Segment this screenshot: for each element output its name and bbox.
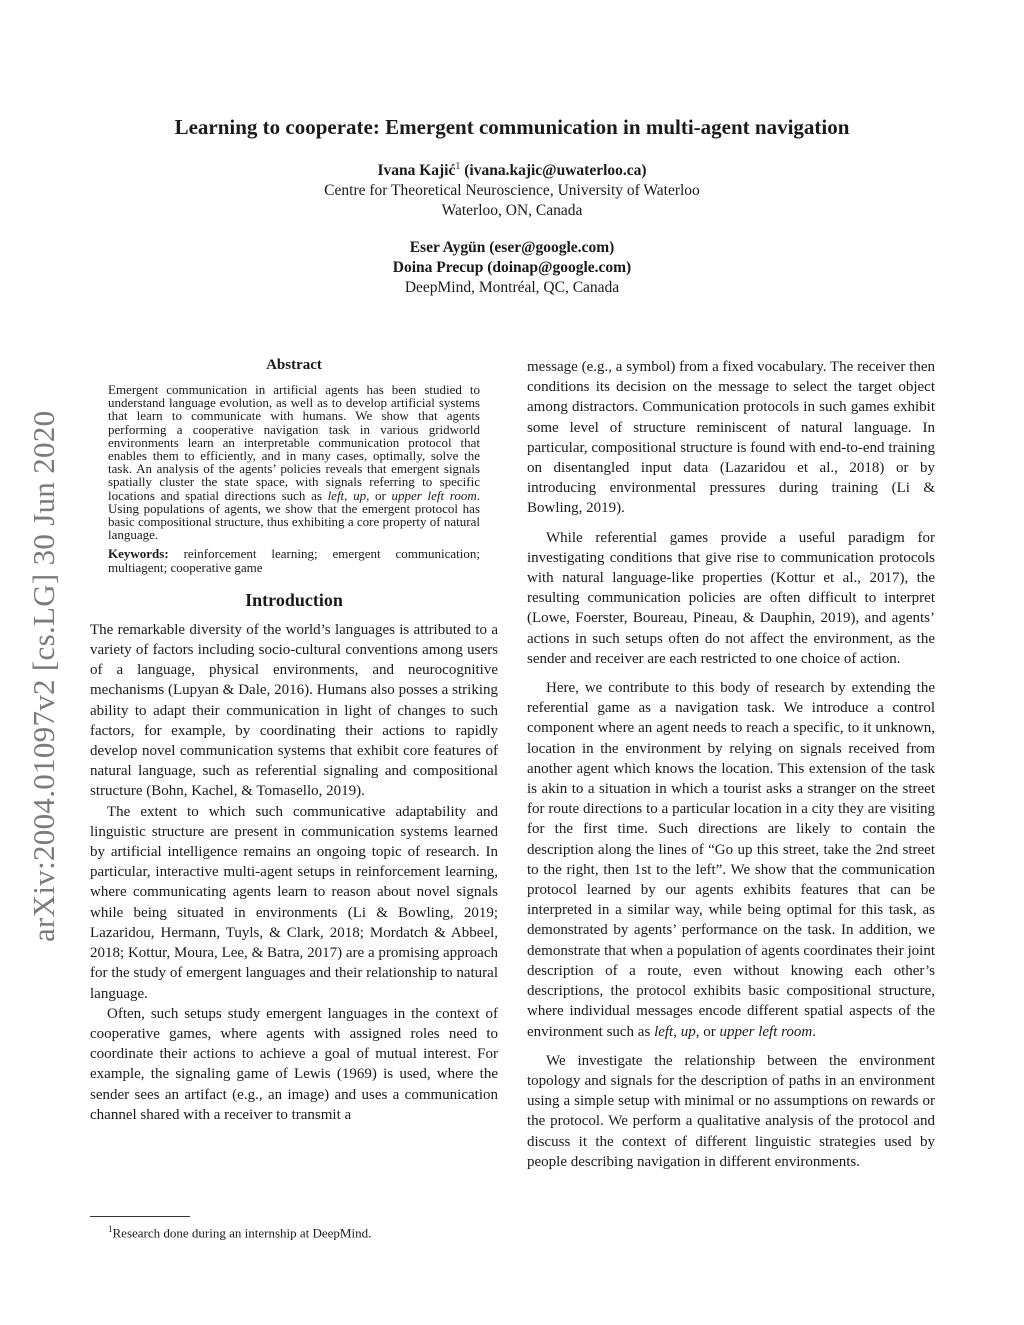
intro-paragraph-1: The remarkable diversity of the world’s languages is attributed to a variety of factors including socio-cultural conventions among users of a language, physical environments, and neurocognitive mechanisms (Lupyan & Dale, 2016). Humans also posses a striking ability to adapt their communication in light of changes to such factors, for example, by coordinating their actions to rapidly develop novel communication systems that exhibit core features of natural language, such as referential signaling and compositional structure (Bohn, Kachel, & Tomasello, 2019). <box>90 621 498 800</box>
paragraph-emphasis: upper left room <box>719 1023 813 1040</box>
footnote-text: Research done during an internship at DeepMind. <box>112 1225 372 1241</box>
abstract-text-part: Emergent communication in artificial agents has been studied to understand language evolution, as well as to develop artificial systems that learn to communicate with humans. We show that agents performing a cooperative navigation task in various gridworld environments learn an interpretable communication protocol that enables them to efficiently, and in many cases, optimally, solve the task. An analysis of the agents’ policies reveals that emergent signals spatially cluster the state space, with signals referring to specific locations and spatial directions such as <box>108 382 480 503</box>
right-paragraph-2: While referential games provide a useful paradigm for investigating conditions that give rise to communication protocols with natural language-like properties (Kottur et al., 2017), the resulting communication policies are often difficult to interpret (Lowe, Foerster, Boureau, Pineau, & Dauphin, 2019), and agents’ actions in such setups often do not affect the environment, as the sender and receiver are each restricted to one choice of action. <box>527 529 935 667</box>
keywords-label: Keywords: <box>108 546 169 562</box>
abstract-heading: Abstract <box>266 357 322 373</box>
paragraph-separator: , or <box>695 1023 720 1040</box>
author-location: Waterloo, ON, Canada <box>441 202 583 220</box>
arxiv-identifier[interactable]: arXiv:2004.01097v2 [cs.LG] 30 Jun 2020 <box>26 410 61 942</box>
left-column <box>90 357 498 1125</box>
footnote-mark: 1 <box>455 161 461 172</box>
keywords-text: reinforcement learning; emergent communication; multiagent; cooperative game <box>108 546 480 575</box>
right-paragraph-1: message (e.g., a symbol) from a fixed vocabulary. The receiver then conditions its decision on the message to select the target object among distractors. Communication protocols in such games exhibit some level of structure reminiscent of natural language. In particular, compositional structure is found with end-to-end training on disentangled input data (Lazaridou et al., 2018) or by introducing environmental pressures during training (Li & Bowling, 2019). <box>527 359 935 517</box>
author-affiliation: Centre for Theoretical Neuroscience, University of Waterloo <box>324 182 700 200</box>
footnote-divider <box>90 1216 190 1217</box>
footnote-mark: 1 <box>108 1224 113 1234</box>
abstract-text <box>108 383 480 541</box>
paragraph-emphasis: up <box>680 1023 696 1040</box>
author-name-email: Doina Precup (doinap@google.com) <box>392 259 632 276</box>
paper-title: Learning to cooperate: Emergent communication in multi-agent navigation <box>174 115 850 139</box>
abstract-separator: , or <box>366 487 392 503</box>
author-name-email: Eser Aygün (eser@google.com) <box>409 239 615 256</box>
right-paragraph-4: We investigate the relationship between the environment topology and signals for the description of paths in an environment using a simple setup with minimal or no assumptions on rewards or the protocol. We perform a qualitative analysis of the protocol and discuss it the context of different linguistic strategies used by people describing navigation in different environments. <box>527 1052 935 1170</box>
intro-paragraph-2: The extent to which such communicative adaptability and linguistic structure are present in communication systems learned by artificial intelligence remains an ongoing topic of research. In particular, interactive multi-agent setups in reinforcement learning, where communicating agents learn to reason about novel signals while being situated in environments (Li & Bowling, 2019; Lazaridou, Hermann, Tuyls, & Clark, 2018; Mordatch & Abbeel, 2018; Kottur, Moura, Lee, & Batra, 2017) are a promising approach for the study of emergent languages and their relationship to natural language. <box>90 803 498 1002</box>
paragraph-emphasis: left <box>654 1023 674 1040</box>
author-name: Ivana Kajić <box>377 162 456 180</box>
abstract-emphasis: left <box>327 487 345 503</box>
paragraph-separator: , <box>673 1023 681 1040</box>
abstract-emphasis: up <box>353 487 367 503</box>
author-block-1 <box>0 157 1024 221</box>
author-block-2 <box>0 238 1024 298</box>
right-column <box>527 357 935 1172</box>
abstract-separator: , <box>344 487 354 503</box>
keywords <box>108 547 480 573</box>
intro-paragraph-3: Often, such setups study emergent languages in the context of cooperative games, where agents with assigned roles need to coordinate their actions to achieve a goal of mutual interest. For example, the signaling game of Lewis (1969) is used, where the sender sees an artifact (e.g., an image) and uses a communication channel shared with a receiver to transmit a <box>90 1005 498 1123</box>
author-email: (ivana.kajic@uwaterloo.ca) <box>464 162 647 180</box>
right-paragraph-3 <box>527 678 935 1042</box>
abstract-text-part: . Using populations of agents, we show that the emergent protocol has basic compositional structure, thus exhibiting a core property of natural language. <box>108 487 480 543</box>
footnote <box>108 1221 371 1241</box>
abstract-emphasis: upper left room <box>391 487 477 503</box>
paragraph-separator: . <box>812 1023 817 1040</box>
introduction-heading: Introduction <box>245 589 343 610</box>
author-affiliation: DeepMind, Montréal, QC, Canada <box>404 279 620 296</box>
paragraph-text-part: Here, we contribute to this body of research by extending the referential game as a navigation task. We introduce a control component where an agent needs to reach a specific, to it unknown, location in the environment by relying on signals received from another agent which knows the location. This extension of the task is akin to a situation in which a tourist asks a stranger on the street for route directions to a particular location in a city they are visiting for the first time. Such directions are likely to contain the description along the lines of “Go up this street, take the 2nd street to the right, then 1st to the left”. We show that the communication protocol learned by our agents exhibits features that can be interpreted in a similar way, while being optimal for this task, as demonstrated by agents’ performance on the task. In addition, we demonstrate that when a population of agents coordinates their joint description of a route, even without knowing each other’s descriptions, the protocol exhibits basic compositional structure, where individual messages encode different spatial aspects of the environment such as <box>527 680 935 1040</box>
